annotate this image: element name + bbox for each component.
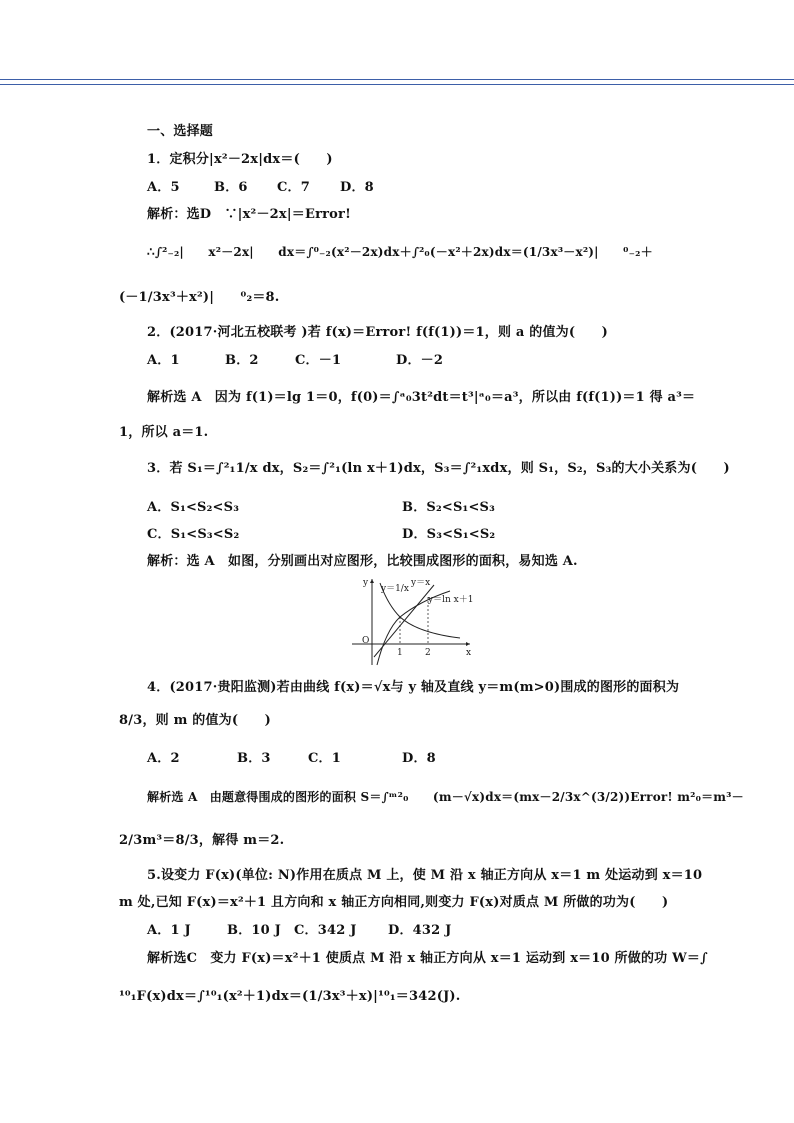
q3-option-a: A．S₁<S₂<S₃: [147, 500, 240, 515]
q5-option-d: D．432 J: [388, 923, 452, 938]
q4-solution-line2: 2/3m³＝8/3，解得 m＝2.: [119, 833, 285, 848]
q2-option-a: A．1: [147, 353, 180, 368]
x-axis-arrow-icon: [466, 642, 470, 646]
q2-option-d: D．－2: [396, 353, 444, 368]
q5-option-c: C．342 J: [294, 923, 357, 938]
q1-option-a: A．5: [147, 180, 180, 195]
q2-option-c: C．－1: [295, 353, 342, 368]
q1-solution-line2: ∴∫²₋₂| x²－2x| dx＝∫⁰₋₂(x²－2x)dx＋∫²₀(－x²＋2x)dx＝(1/3x³－x²)| ⁰₋₂＋: [147, 245, 653, 259]
q5-solution-line1: 解析选C 变力 F(x)＝x²＋1 使质点 M 沿 x 轴正方向从 x＝1 运动到 x＝10 所做的功 W＝∫: [147, 951, 708, 966]
q1-solution-line1: 解析：选D ∵|x²－2x|＝Error!: [147, 207, 352, 222]
q5-stem-line1: 5.设变力 F(x)(单位: N)作用在质点 M 上，使 M 沿 x 轴正方向从 x＝1 m 处运动到 x＝10: [147, 868, 703, 883]
q1-stem: 1．定积分|x²－2x|dx＝( ): [147, 152, 333, 167]
q4-option-c: C．1: [308, 751, 341, 766]
integral-area-figure: [350, 575, 475, 667]
figure-x-label: x: [466, 648, 472, 658]
figure-curve-line-label: y＝x: [411, 578, 431, 588]
q3-stem: 3．若 S₁＝∫²₁1/x dx，S₂＝∫²₁(ln x＋1)dx，S₃＝∫²₁xdx，则 S₁，S₂，S₃的大小关系为( ): [147, 461, 730, 476]
y-axis-arrow-icon: [370, 579, 374, 583]
q5-option-b: B．10 J: [227, 923, 281, 938]
q5-options: [147, 923, 452, 939]
figure-curve-recip-label: y＝1/x: [381, 584, 409, 594]
q4-solution-line1: 解析选 A 由题意得围成的图形的面积 S＝∫ᵐ²₀ (m－√x)dx＝(mx－2/3x^(3/2))Error! m²₀＝m³－: [147, 790, 744, 804]
q2-solution-line2: 1，所以 a＝1.: [119, 425, 209, 440]
q5-stem-line2: m 处,已知 F(x)＝x²＋1 且方向和 x 轴正方向相同,则变力 F(x)对质点 M 所做的功为( ): [119, 895, 669, 910]
top-rule-1: [0, 79, 794, 80]
q5-solution-line2: ¹⁰₁F(x)dx＝∫¹⁰₁(x²＋1)dx＝(1/3x³＋x)|¹⁰₁＝342(J).: [119, 989, 461, 1004]
q1-options: [147, 180, 374, 196]
q3-option-d: D．S₃<S₁<S₂: [402, 527, 496, 542]
q2-stem: 2．(2017·河北五校联考 )若 f(x)＝Error! f(f(1))＝1，则 a 的值为( ): [147, 325, 608, 340]
q2-option-b: B．2: [225, 353, 259, 368]
figure-tick-1: 1: [397, 648, 403, 658]
q4-option-b: B．3: [237, 751, 271, 766]
q4-stem-line2: 8/3，则 m 的值为( ): [119, 713, 271, 728]
q3-solution: 解析：选 A 如图，分别画出对应图形，比较围成图形的面积，易知选 A.: [147, 554, 578, 569]
q3-options-row1: [147, 500, 495, 516]
figure-curve-ln-label: y＝ln x＋1: [428, 595, 474, 605]
figure-origin-label: O: [362, 636, 370, 646]
q2-options: [147, 353, 443, 369]
q4-option-a: A．2: [147, 751, 180, 766]
figure-y-label: y: [363, 578, 369, 588]
q4-options: [147, 751, 436, 767]
figure-tick-2: 2: [425, 648, 431, 658]
q5-option-a: A．1 J: [147, 923, 191, 938]
q3-options-row2: [147, 527, 495, 543]
q1-option-c: C．7: [277, 180, 310, 195]
q1-option-d: D．8: [340, 180, 374, 195]
section-title: 一、选择题: [147, 124, 214, 139]
top-rule-2: [0, 84, 794, 85]
q4-stem-line1: 4．(2017·贵阳监测)若由曲线 f(x)＝√x与 y 轴及直线 y＝m(m>0)围成的图形的面积为: [147, 680, 680, 695]
q1-option-b: B．6: [214, 180, 248, 195]
q2-solution-line1: 解析选 A 因为 f(1)＝lg 1＝0，f(0)＝∫ᵃ₀3t²dt＝t³|ᵃ₀＝a³，所以由 f(f(1))＝1 得 a³＝: [147, 390, 696, 405]
q3-option-c: C．S₁<S₃<S₂: [147, 527, 240, 542]
q3-option-b: B．S₂<S₁<S₃: [402, 500, 496, 515]
q1-solution-line3: (－1/3x³＋x²)| ⁰₂＝8.: [119, 290, 280, 305]
q4-option-d: D．8: [402, 751, 436, 766]
